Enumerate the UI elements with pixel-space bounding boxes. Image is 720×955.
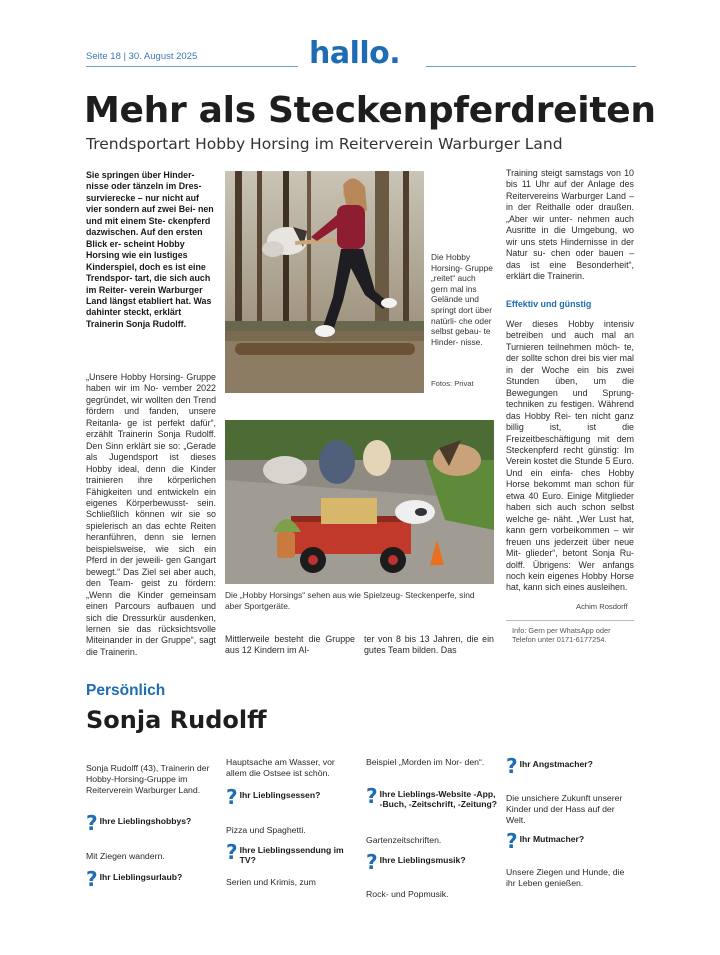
question-mark-icon: ? <box>366 850 378 874</box>
question-mark-icon: ? <box>366 784 378 808</box>
answer-musik: Rock- und Popmusik. <box>366 889 449 899</box>
header-rule-right <box>426 66 636 67</box>
article-body-col3: ter von 8 bis 13 Jahren, die ein gutes Team bilden. Das <box>364 634 494 656</box>
question-mark-icon: ? <box>506 754 518 778</box>
question-mark-icon: ? <box>226 840 238 864</box>
question-essen <box>226 785 356 809</box>
question-mark-icon: ? <box>86 811 98 835</box>
question-text: Ihr Mutmacher? <box>519 834 585 844</box>
photo-credit: Fotos: Privat <box>431 379 474 388</box>
article-body-col2: Mittlerweile besteht die Gruppe aus 12 Kindern im Al- <box>225 634 355 656</box>
answer-angst: Die unsichere Zukunft unserer Kinder und der Hass auf der Welt. <box>506 793 623 825</box>
question-mark-icon: ? <box>506 829 518 853</box>
article-lead: Sie springen über Hinder- nisse oder tänzeln im Dres- survierecke – nur nicht auf vier sondern auf zwei Bei- nen und mit einem Ste- ckenpferd dazwischen. Auf den ersten Blick er- scheint Hobby Horsing wie ein lustiges Kinderspiel, doch es ist eine Trendspor- tart, die sich auch im Reiter- verein Warburger Land längst etabliert hat. Was dahinter steckt, erklärt Trainerin Sonja Rudolff. <box>86 170 214 329</box>
info-rule <box>506 620 634 621</box>
photo-girl-jumping <box>225 171 424 393</box>
question-musik <box>366 850 496 874</box>
article-author: Achim Rosdorff <box>576 602 628 611</box>
profile-intro: Sonja Rudolff (43), Trainerin der Hobby-Horsing-Gruppe im Reiterverein Warburger Land. <box>86 763 210 795</box>
question-text: Ihr Lieblingsessen? <box>239 790 321 800</box>
question-website <box>366 784 498 809</box>
photo1-caption: Die Hobby Horsing- Gruppe „reitet“ auch gern mal ins Gelände und springt dort über natürli- che oder selbst gebau- te Hinder- nisse. <box>431 252 493 347</box>
question-text: Ihre Lieblings-Website -App, -Buch, -Zeitschrift, -Zeitung? <box>379 789 498 809</box>
answer-website: Gartenzeitschriften. <box>366 835 442 845</box>
question-mark-icon: ? <box>86 867 98 891</box>
profile-name: Sonja Rudolff <box>86 706 267 734</box>
question-urlaub <box>86 867 216 891</box>
article-subheadline: Trendsportart Hobby Horsing im Reiterverein Warburger Land <box>86 135 563 153</box>
header-rule-left <box>86 66 298 67</box>
article-body-col4-top: Training steigt samstags von 10 bis 11 Uhr auf der Anlage des Reitervereins Warburger Land – in der Reithalle oder draußen. „Aber wir unter- nehmen auch Ausritte in die Umgebung, wo wir uns stets Hindernisse in der Natur su- chen oder bauen – das ist eine Besonderheit“, erklärt die Trainerin. <box>506 168 634 282</box>
answer-sendung-cont: Beispiel „Morden im Nor- den“. <box>366 757 485 767</box>
answer-urlaub: Hauptsache am Wasser, vor allem die Ostsee ist schön. <box>226 757 335 778</box>
question-text: Ihre Lieblingsmusik? <box>379 855 466 865</box>
answer-mut: Unsere Ziegen und Hunde, die ihr Leben genießen. <box>506 867 625 888</box>
section-label-persoenlich: Persönlich <box>86 682 166 699</box>
question-hobbys <box>86 811 216 835</box>
answer-essen: Pizza und Spaghetti. <box>226 825 306 835</box>
photo2-caption: Die „Hobby Horsings“ sehen aus wie Spielzeug- Steckenperfe, sind aber Sportgeräte. <box>225 590 475 611</box>
question-sendung <box>226 840 356 865</box>
article-headline: Mehr als Steckenpferdreiten <box>84 90 656 131</box>
answer-sendung: Serien und Krimis, zum <box>226 877 316 887</box>
question-angst <box>506 754 636 778</box>
hobby-horses-image <box>225 420 494 584</box>
section-heading-effektiv: Effektiv und günstig <box>506 299 592 309</box>
article-body-col4: Wer dieses Hobby intensiv betreiben und auch mal an Turnieren teilnehmen möch- te, der sollte schon drei bis vier mal in der Woche ein bis zwei Stunden üben, um die Bewegungen und Sprung- techniken zu festigen. Während das Hobby Rei- ten nicht ganz billig ist, ist die Freizeitbeschäftigung mit dem Steckenpferd recht günstig: Im Verein kostet die Stunde 5 Euro. Und ein einfa- ches Hobby Horse bekommt man schon für etwa 40 Euro. Einige Mitglieder haben sich auch schon selbst welche ge- näht. „Wer Lust hat, kann gern vorbeikommen – wir freuen uns jederzeit über neue Mit- glieder“, betont Sonja Ru- dolff. Übrigens: Wer anfangs noch kein eigenes Hobby Horse hat, kann sich eines ausleihen. <box>506 319 634 593</box>
question-text: Ihre Lieblingshobbys? <box>99 816 192 826</box>
question-mut <box>506 829 636 853</box>
photo-hobby-horses <box>225 420 494 584</box>
newspaper-logo: hallo. <box>309 36 401 71</box>
question-text: Ihr Angstmacher? <box>519 759 593 769</box>
page-info: Seite 18 | 30. August 2025 <box>86 51 198 62</box>
forest-jump-image <box>225 171 424 393</box>
question-text: Ihr Lieblingsurlaub? <box>99 872 183 882</box>
question-text: Ihre Lieblingssendung im TV? <box>239 845 344 865</box>
article-body-col1: „Unsere Hobby Horsing- Gruppe haben wir im No- vember 2022 gegründet, wir wollten den Trend fördern und fanden, unsere Reitanla- ge ist perfekt dafür“, erzählt Trainerin Sonja Rudolff. Den Sinn erklärt sie so: „Gerade als Jugendsport ist dieses Hobby ideal, denn die Kinder trainieren ihre körperlichen Fähigkeiten und entwickeln ein eigenes Körperbewusst- sein. Schließlich können wir sie so spielerisch an das echte Reiten heranführen, denn sie lernen beispielsweise, wie sich ein Pferd in der jeweili- gen Gangart bewegt.“ Das Ziel sei aber auch, den Team- geist zu fördern: „Wenn die Kinder gemeinsam einen Parcours aufbauen und sich die Dressurkür ausdenken, lernen sie das rücksichtsvolle Miteinander in der Gruppe“, sagt die Trainerin. <box>86 372 216 657</box>
contact-info: Info: Gern per WhatsApp oder Telefon unter 0171-6177254. <box>512 626 611 645</box>
answer-hobbys: Mit Ziegen wandern. <box>86 851 165 861</box>
question-mark-icon: ? <box>226 785 238 809</box>
